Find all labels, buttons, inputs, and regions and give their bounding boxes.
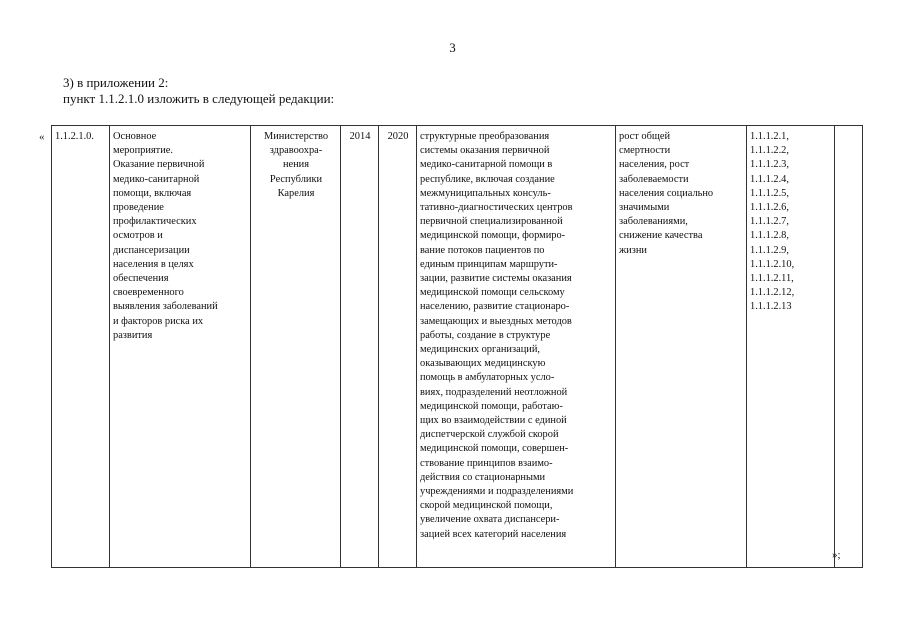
text-line: диспансеризации — [113, 244, 190, 256]
text-line: обеспечения — [113, 273, 169, 285]
text-line: смертности — [619, 145, 671, 157]
text-line: медицинских организаций, — [420, 344, 540, 356]
cell-number: 1.1.2.1.0. — [52, 126, 110, 568]
cell-empty — [835, 126, 863, 568]
text-line: рост общей — [619, 131, 671, 142]
text-line: единым принципам маршрути- — [420, 258, 558, 270]
text-line: 1.1.1.2.10, — [750, 258, 795, 270]
text-line: населения, рост — [619, 159, 690, 171]
text-line: 1.1.1.2.11, — [750, 273, 794, 285]
cell-indicator-links — [747, 126, 835, 568]
text-line: 1.1.1.2.4, — [750, 173, 789, 185]
text-line: жизни — [619, 244, 647, 256]
intro-line-1: 3) в приложении 2: — [63, 75, 169, 90]
text-line: оказывающих медицинскую — [420, 358, 546, 370]
text-line: Республики — [269, 173, 323, 185]
text-line: 1.1.1.2.5, — [750, 187, 789, 199]
intro-line-2: пункт 1.1.2.1.0 изложить в следующей редакции: — [63, 91, 335, 106]
text-line: виях, подразделений неотложной — [420, 386, 568, 398]
text-line: населению, развитие стационаро- — [420, 301, 570, 313]
text-line: медицинской помощи сельскому — [420, 287, 565, 299]
text-line: заболеваемости — [619, 173, 689, 185]
text-line: скорой медицинской помощи, — [420, 500, 553, 512]
text-line: Министерство — [263, 131, 329, 142]
text-line: системы оказания первичной — [420, 145, 550, 157]
cell-consequences — [616, 126, 747, 568]
text-line: 1.1.1.2.2, — [750, 145, 789, 157]
text-line: помощи, включая — [113, 187, 192, 199]
text-line: учреждениями и подразделениями — [420, 486, 574, 498]
text-line: Карелия — [277, 187, 315, 199]
text-line: медико-санитарной помощи в — [420, 159, 553, 171]
text-line: медицинской помощи, работаю- — [420, 400, 563, 412]
table-row — [52, 126, 863, 568]
text-line: медицинской помощи, совершен- — [420, 443, 569, 455]
text-line: 1.1.1.2.13 — [750, 301, 792, 313]
text-line: снижение качества — [619, 230, 703, 242]
text-line: межмуниципальных консуль- — [420, 187, 551, 199]
text-line: действия со стационарными — [420, 471, 546, 483]
text-line: 1.1.1.2.6, — [750, 202, 789, 214]
executor-lines — [254, 130, 338, 201]
cell-expected-result — [417, 126, 616, 568]
text-line: осмотров и — [113, 230, 163, 242]
text-line: Оказание первичной — [113, 159, 205, 171]
page-number: 3 — [449, 40, 456, 55]
text-line: структурные преобразования — [420, 131, 550, 142]
text-line: зацией всех категорий населения — [420, 528, 567, 540]
cell-activity-name — [110, 126, 251, 568]
consequences-lines — [619, 130, 744, 258]
text-line: проведение — [113, 202, 164, 214]
indicator-links-lines — [750, 130, 832, 315]
text-line: республике, включая создание — [420, 173, 555, 185]
opening-quote: « — [39, 131, 45, 143]
text-line: замещающих и выездных методов — [420, 315, 572, 327]
cell-year-end: 2020 — [379, 126, 417, 568]
closing-quote: »; — [832, 549, 841, 561]
text-line: 1.1.1.2.9, — [750, 244, 789, 256]
text-line: мероприятие. — [113, 145, 173, 157]
text-line: медицинской помощи, формиро- — [420, 230, 566, 242]
text-line: развития — [113, 329, 153, 341]
text-line: и факторов риска их — [113, 315, 204, 327]
expected-result-lines — [420, 130, 613, 542]
text-line: нения — [282, 159, 310, 171]
text-line: 1.1.1.2.1, — [750, 131, 789, 142]
text-line: тативно-диагностических центров — [420, 202, 573, 214]
text-line: 1.1.1.2.3, — [750, 159, 789, 171]
text-line: значимыми — [619, 202, 670, 214]
cell-executor — [251, 126, 341, 568]
text-line: помощь в амбулаторных усло- — [420, 372, 555, 384]
cell-year-start: 2014 — [341, 126, 379, 568]
text-line: профилактических — [113, 216, 197, 228]
text-line: первичной специализированной — [420, 216, 563, 228]
text-line: медико-санитарной — [113, 173, 200, 185]
text-line: 1.1.1.2.8, — [750, 230, 789, 242]
text-line: работы, создание в структуре — [420, 329, 551, 341]
text-line: выявления заболеваний — [113, 301, 218, 313]
text-line: населения социально — [619, 187, 714, 199]
text-line: зации, развитие системы оказания — [420, 273, 572, 285]
text-line: населения в целях — [113, 258, 194, 270]
text-line: Основное — [113, 131, 157, 142]
text-line: 1.1.1.2.12, — [750, 287, 795, 299]
text-line: здравоохра- — [269, 145, 323, 157]
text-line: ствование принципов взаимо- — [420, 457, 553, 469]
text-line: 1.1.1.2.7, — [750, 216, 789, 228]
text-line: диспетчерской службой скорой — [420, 429, 559, 441]
text-line: увеличение охвата диспансери- — [420, 514, 560, 526]
text-line: щих во взаимодействии с единой — [420, 415, 567, 427]
program-table — [51, 125, 863, 568]
text-line: своевременного — [113, 287, 184, 299]
activity-name-lines — [113, 130, 248, 343]
text-line: заболеваниями, — [619, 216, 688, 228]
text-line: вание потоков пациентов по — [420, 244, 545, 256]
